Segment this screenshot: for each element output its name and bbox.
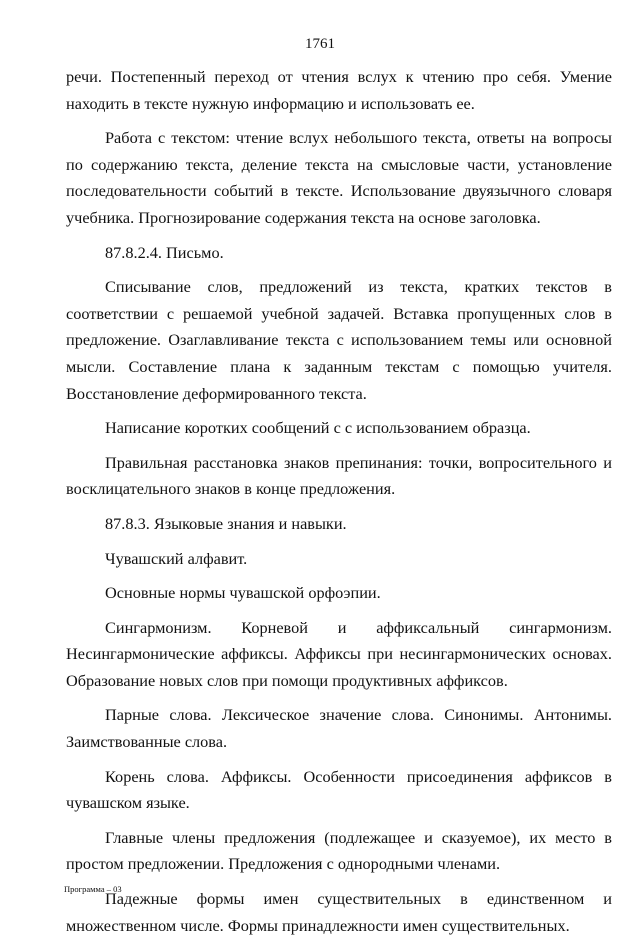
paragraph-12: Корень слова. Аффиксы. Особенности присоединения аффиксов в чувашском языке.	[66, 766, 612, 813]
footer-label: Программа – 03	[64, 884, 122, 894]
paragraph-1: речи. Постепенный переход от чтения вслух к чтению про себя. Умение находить в тексте нужную информацию и использовать ее.	[66, 67, 612, 113]
paragraph-4: Списывание слов, предложений из текста, кратких текстов в соответствии с решаемой учебной задачей. Вставка пропущенных слов в предложение. Озаглавливание текста с использованием темы или основной мысли. Составление плана к заданным текстам с помощью учителя. Восстановление деформированного текста.	[66, 277, 612, 403]
paragraph-8: Чувашский алфавит.	[105, 548, 248, 568]
page-number: 1761	[305, 36, 335, 52]
document-body	[66, 64, 612, 939]
paragraph-6: Правильная расстановка знаков препинания: точки, вопросительного и восклицательного знаков в конце предложения.	[66, 452, 612, 499]
paragraph-5: Написание коротких сообщений с с использованием образца.	[105, 418, 531, 438]
paragraph-10: Сингармонизм. Корневой и аффиксальный сингармонизм. Несингармонические аффиксы. Аффиксы при несингармонических основах. Образование новых слов при помощи продуктивных аффиксов.	[66, 617, 612, 690]
section-heading-writing: 87.8.2.4. Письмо.	[105, 242, 224, 262]
section-heading-language: 87.8.3. Языковые знания и навыки.	[105, 513, 347, 533]
paragraph-13: Главные члены предложения (подлежащее и сказуемое), их место в простом предложении. Предложения с однородными членами.	[66, 827, 612, 874]
paragraph-2: Работа с текстом: чтение вслух небольшого текста, ответы на вопросы по содержанию текста, деление текста на смысловые части, установление последовательности событий в тексте. Использование двуязычного словаря учебника. Прогнозирование содержания текста на основе заголовка.	[66, 128, 612, 227]
paragraph-11: Парные слова. Лексическое значение слова. Синонимы. Антонимы. Заимствованные слова.	[66, 705, 612, 752]
paragraph-9: Основные нормы чувашской орфоэпии.	[105, 583, 381, 603]
paragraph-14: Падежные формы имен существительных в единственном и множественном числе. Формы принадлежности имен существительных.	[66, 889, 612, 935]
